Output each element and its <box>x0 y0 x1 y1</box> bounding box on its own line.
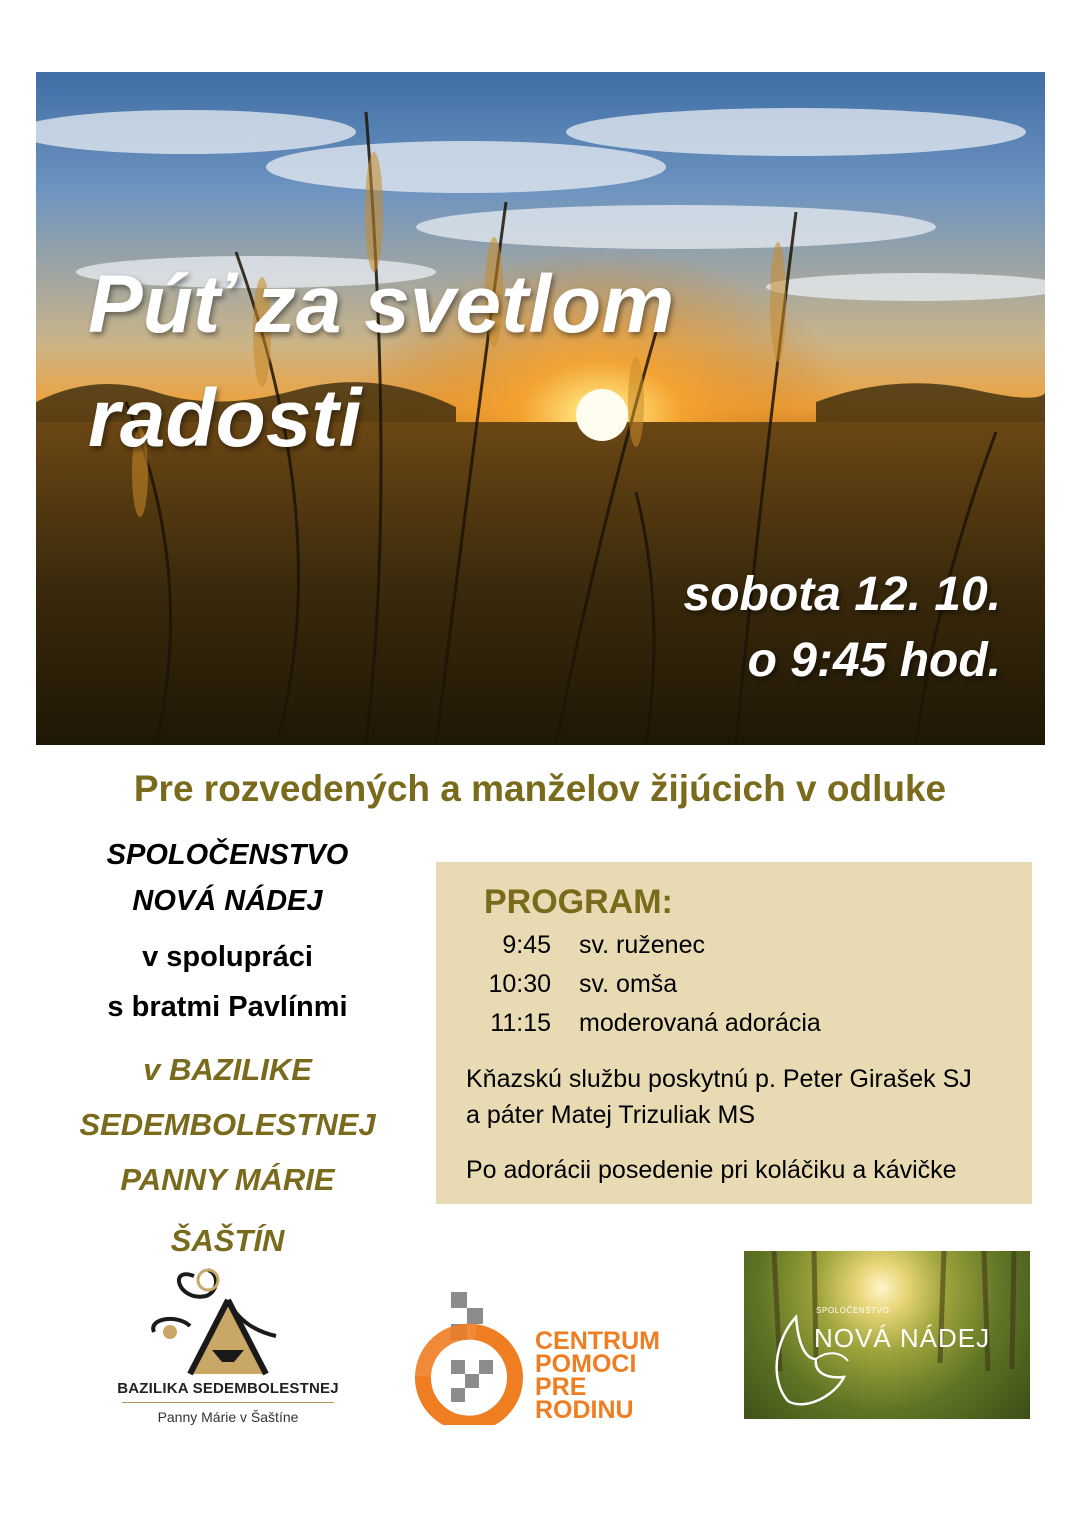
schedule-time: 9:45 <box>502 931 551 959</box>
venue-line2: SEDEMBOLESTNEJ <box>79 1107 376 1142</box>
schedule-row <box>466 926 1032 965</box>
family-center-logo-text <box>535 1327 660 1424</box>
family-center-line4: RODINU <box>535 1396 634 1424</box>
event-time-line: o 9:45 hod. <box>747 634 1001 687</box>
cooperation-text <box>40 932 415 1032</box>
cooperation-line2: s bratmi Pavlínmi <box>107 991 348 1023</box>
family-center-line3: PRE <box>535 1373 587 1401</box>
nova-nadej-logo-small: SPOLOČENSTVO <box>816 1306 890 1315</box>
basilica-logo-divider <box>122 1402 334 1403</box>
venue-line3: PANNY MÁRIE <box>120 1162 335 1197</box>
priest-line1: Kňazskú službu poskytnú p. Peter Girašek SJ <box>466 1065 972 1093</box>
program-title: PROGRAM: <box>484 883 673 921</box>
organizer-line1: SPOLOČENSTVO <box>106 839 349 871</box>
refreshment-note: Po adorácii posedenie pri koláčiku a kávičke <box>466 1156 957 1184</box>
nova-nadej-logo <box>744 1251 1030 1419</box>
schedule-item: sv. ruženec <box>579 931 705 959</box>
schedule-time: 11:15 <box>490 1009 551 1037</box>
priest-info <box>466 1061 1032 1133</box>
priest-line2: a páter Matej Trizuliak MS <box>466 1101 755 1129</box>
family-center-line2: POMOCI <box>535 1350 637 1378</box>
schedule-row <box>466 965 1032 1004</box>
family-center-line1: CENTRUM <box>535 1327 660 1355</box>
event-title-line2: radosti <box>88 373 362 464</box>
hero-photo <box>36 72 1045 745</box>
family-center-emblem-icon <box>415 1290 535 1425</box>
schedule-time: 10:30 <box>488 970 551 998</box>
schedule-item: sv. omša <box>579 970 678 998</box>
program-box <box>436 862 1032 1204</box>
audience-subtitle: Pre rozvedených a manželov žijúcich v odluke <box>133 768 947 809</box>
nova-nadej-logo-title: NOVÁ NÁDEJ <box>814 1323 991 1353</box>
event-title <box>88 248 808 476</box>
event-title-line1: Púť za svetlom <box>88 259 675 350</box>
basilica-emblem-icon <box>108 1262 348 1380</box>
venue-town: ŠAŠTÍN <box>170 1223 285 1258</box>
schedule-item: moderovaná adorácia <box>579 1009 821 1037</box>
organizer-line2: NOVÁ NÁDEJ <box>132 885 323 917</box>
basilica-logo-place: Panny Márie v Šaštíne <box>157 1409 299 1425</box>
family-center-logo <box>415 1290 695 1425</box>
organizer-column <box>40 832 415 1268</box>
venue-name <box>40 1042 415 1207</box>
venue-line1: v BAZILIKE <box>143 1052 312 1087</box>
event-date-line1: sobota 12. 10. <box>683 568 1001 621</box>
schedule-list <box>466 926 1032 1043</box>
event-date <box>684 562 1001 694</box>
schedule-row <box>466 1004 1032 1043</box>
basilica-logo-name: BAZILIKA SEDEMBOLESTNEJ <box>117 1380 339 1397</box>
basilica-logo <box>108 1262 348 1432</box>
organizer-name <box>40 832 415 924</box>
cooperation-line1: v spolupráci <box>142 941 313 973</box>
